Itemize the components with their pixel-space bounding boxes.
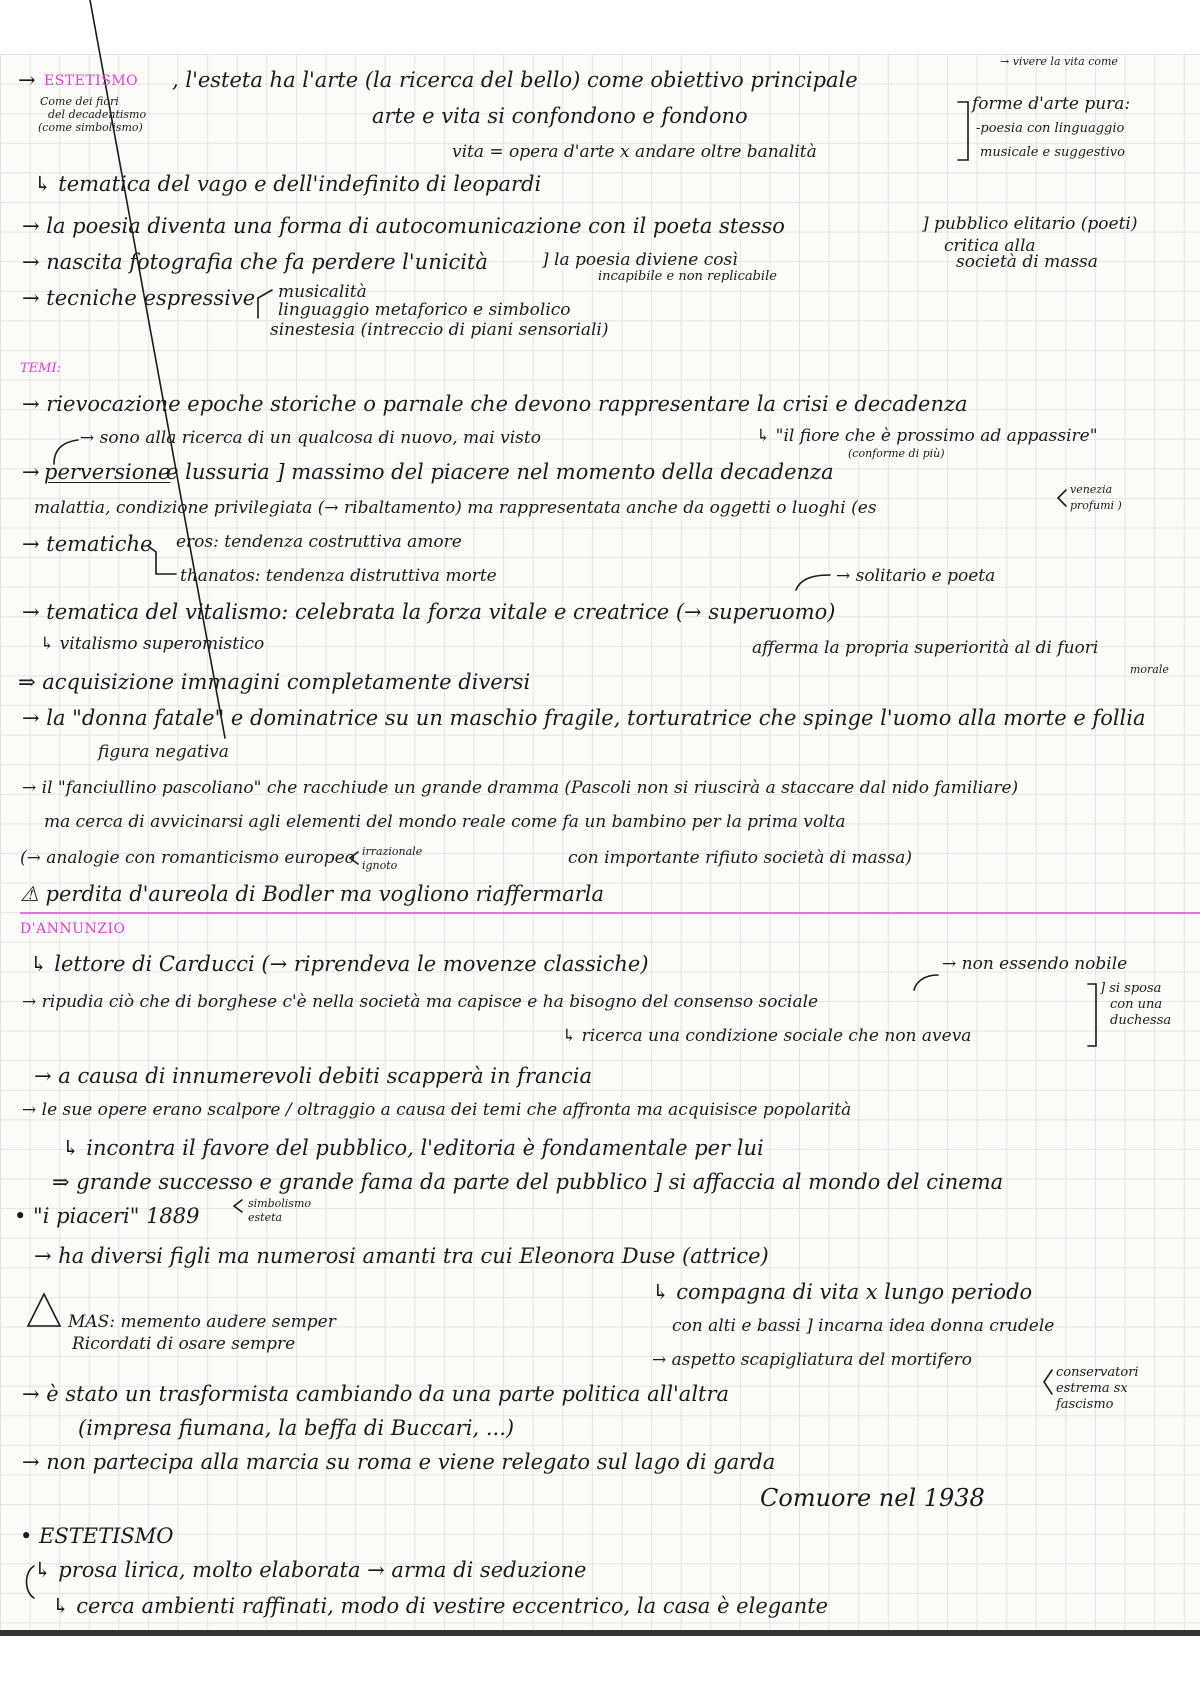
note-line: ↳ prosa lirica, molto elaborata → arma di seduzione xyxy=(34,1558,587,1582)
dannunzio-heading: D'ANNUNZIO xyxy=(20,921,126,937)
note-annotation: → solitario e poeta xyxy=(836,566,996,586)
note-line: ↳ tematica del vago e dell'indefinito di leopardi xyxy=(34,172,542,196)
note-annotation: venezia xyxy=(1070,483,1113,496)
note-annotation: ↳ "il fiore che è prossimo ad appassire" xyxy=(756,426,1098,446)
temi-heading: TEMI: xyxy=(20,361,61,376)
note-annotation: musicale e suggestivo xyxy=(980,145,1125,160)
note-line: arte e vita si confondono e fondono xyxy=(372,104,748,128)
note-annotation: forme d'arte pura: xyxy=(972,94,1131,114)
note-annotation: ↳ compagna di vita x lungo periodo xyxy=(652,1280,1033,1304)
note-line: → xyxy=(22,460,40,484)
bracket-piaceri xyxy=(234,1200,242,1212)
note-bullet: estrema sx xyxy=(1056,1381,1128,1396)
note-line: ↳ lettore di Carducci (→ riprendeva le movenze classiche) xyxy=(30,952,649,976)
bracket-estetismo xyxy=(27,1566,35,1598)
note-annotation: ] si sposa xyxy=(1100,981,1162,996)
note-annotation: (conforme di più) xyxy=(848,447,945,460)
note-line: ↳ ricerca una condizione sociale che non aveva xyxy=(562,1026,972,1046)
bracket-tecniche xyxy=(258,290,272,318)
note-annotation: profumi ) xyxy=(1070,499,1122,512)
note-line: → rievocazione epoche storiche o parnale che devono rappresentare la crisi e decadenza xyxy=(22,392,968,416)
note-line: ↳ incontra il favore del pubblico, l'editoria è fondamentale per lui xyxy=(62,1136,764,1160)
note-line: → la poesia diventa una forma di autocomunicazione con il poeta stesso xyxy=(22,214,785,238)
note-line: Comuore nel 1938 xyxy=(760,1484,985,1512)
note-line: ↳ cerca ambienti raffinati, modo di vestire eccentrico, la casa è elegante xyxy=(52,1594,829,1618)
note-line: ⚠ perdita d'aureola di Bodler ma vogliono riaffermarla xyxy=(20,882,605,906)
note-annotation: → aspetto scapigliatura del mortifero xyxy=(652,1350,973,1370)
note-line: → a causa di innumerevoli debiti scapperà in francia xyxy=(34,1064,593,1088)
note-line: → tematica del vitalismo: celebrata la forza vitale e creatrice (→ superuomo) xyxy=(22,600,836,624)
warning-triangle xyxy=(28,1294,60,1326)
note-annotation: morale xyxy=(1130,663,1169,676)
note-annotation: ] pubblico elitario (poeti) xyxy=(922,214,1138,234)
note-annotation: duchessa xyxy=(1110,1013,1172,1028)
arrow: → xyxy=(18,68,36,92)
note-annotation: -poesia con linguaggio xyxy=(976,121,1125,136)
note-bullet: eros: tendenza costruttiva amore xyxy=(176,532,462,552)
note-bullet: conservatori xyxy=(1056,1365,1139,1380)
note-annotation: → vivere la vita come xyxy=(1000,55,1118,68)
note-line: , l'esteta ha l'arte (la ricerca del bello) come obiettivo principale xyxy=(172,68,858,92)
arrow-solitario xyxy=(796,575,830,590)
note-line: → non partecipa alla marcia su roma e viene relegato sul lago di garda xyxy=(22,1450,776,1474)
bracket-venezia xyxy=(1058,490,1066,506)
note-bullet: sinestesia (intreccio di piani sensoriali) xyxy=(270,320,609,340)
note-annotation: critica alla xyxy=(944,236,1036,256)
note-line: → tecniche espressive xyxy=(22,286,256,310)
note-line: ↳ vitalismo superomistico xyxy=(40,634,265,654)
note-bullet: linguaggio metaforico e simbolico xyxy=(278,300,571,320)
note-line: malattia, condizione privilegiata (→ ribaltamento) ma rappresentata anche da oggetti o luoghi (es xyxy=(34,498,877,518)
note-bullet: esteta xyxy=(248,1211,283,1224)
arrow-non-nobile xyxy=(914,975,938,990)
note-annotation: figura negativa xyxy=(98,742,229,762)
side-note: Come dei fiori xyxy=(40,95,119,108)
note-motto: MAS: memento audere semper xyxy=(68,1312,336,1332)
note-motto: Ricordati di osare sempre xyxy=(72,1334,296,1354)
note-line: • "i piaceri" 1889 xyxy=(14,1204,200,1228)
note-annotation: con una xyxy=(1110,997,1163,1012)
note-line: ma cerca di avvicinarsi agli elementi del mondo reale come fa un bambino per la prima volta xyxy=(44,812,846,832)
note-line: → ripudia ciò che di borghese c'è nella società ma capisce e ha bisogno del consenso sociale xyxy=(22,992,819,1012)
note-line: → sono alla ricerca di un qualcosa di nuovo, mai visto xyxy=(80,428,541,448)
note-bullet: simbolismo xyxy=(248,1197,311,1210)
note-line: con importante rifiuto società di massa) xyxy=(568,848,912,868)
note-annotation: con alti e bassi ] incarna idea donna crudele xyxy=(672,1316,1055,1336)
note-line: → il "fanciullino pascoliano" che racchiude un grande dramma (Pascoli non si riuscirà a staccare dal nido familiare) xyxy=(22,778,1019,798)
note-keyword: perversione xyxy=(44,460,171,484)
note-bullet: thanatos: tendenza distruttiva morte xyxy=(180,566,497,586)
note-annotation: → non essendo nobile xyxy=(942,954,1128,974)
note-bullet: irrazionale xyxy=(362,845,423,858)
note-bullet: fascismo xyxy=(1056,1397,1114,1412)
estetismo-heading: ESTETISMO xyxy=(44,73,139,89)
note-bullet: ignoto xyxy=(362,859,398,872)
note-line: (impresa fiumana, la beffa di Buccari, ...) xyxy=(78,1416,515,1440)
side-note: del decadentismo xyxy=(48,108,147,121)
note-line: → la "donna fatale" e dominatrice su un maschio fragile, torturatrice che spinge l'uomo alla morte e follia xyxy=(22,706,1146,730)
note-annotation: ] la poesia diviene così xyxy=(542,250,738,270)
note-line: e lussuria ] massimo del piacere nel momento della decadenza xyxy=(166,460,834,484)
note-line: → nascita fotografia che fa perdere l'unicità xyxy=(22,250,488,274)
note-line: → le sue opere erano scalpore / oltraggio a causa dei temi che affronta ma acquisisce popolarità xyxy=(22,1100,852,1120)
note-annotation: incapibile e non replicabile xyxy=(598,269,777,284)
note-line: (→ analogie con romanticismo europeo xyxy=(20,848,355,868)
note-bullet: musicalità xyxy=(278,282,367,302)
note-line: → tematiche xyxy=(22,532,153,556)
note-line: → ha diversi figli ma numerosi amanti tra cui Eleonora Duse (attrice) xyxy=(34,1244,769,1268)
note-line: ⇒ grande successo e grande fama da parte del pubblico ] si affaccia al mondo del cinema xyxy=(52,1170,1004,1194)
note-annotation: società di massa xyxy=(956,252,1098,272)
estetismo-subheading: • ESTETISMO xyxy=(20,1524,174,1548)
note-line: → è stato un trasformista cambiando da una parte politica all'altra xyxy=(22,1382,730,1406)
bracket-politica xyxy=(1044,1370,1052,1394)
section-divider xyxy=(20,912,1200,914)
note-line: ⇒ acquisizione immagini completamente diversi xyxy=(18,670,531,694)
bracket-forme xyxy=(958,102,968,160)
note-line: vita = opera d'arte x andare oltre banalità xyxy=(452,142,817,162)
note-annotation: afferma la propria superiorità al di fuori xyxy=(752,638,1099,658)
bracket-duchessa xyxy=(1088,984,1096,1046)
side-note: (come simbolismo) xyxy=(38,121,143,134)
